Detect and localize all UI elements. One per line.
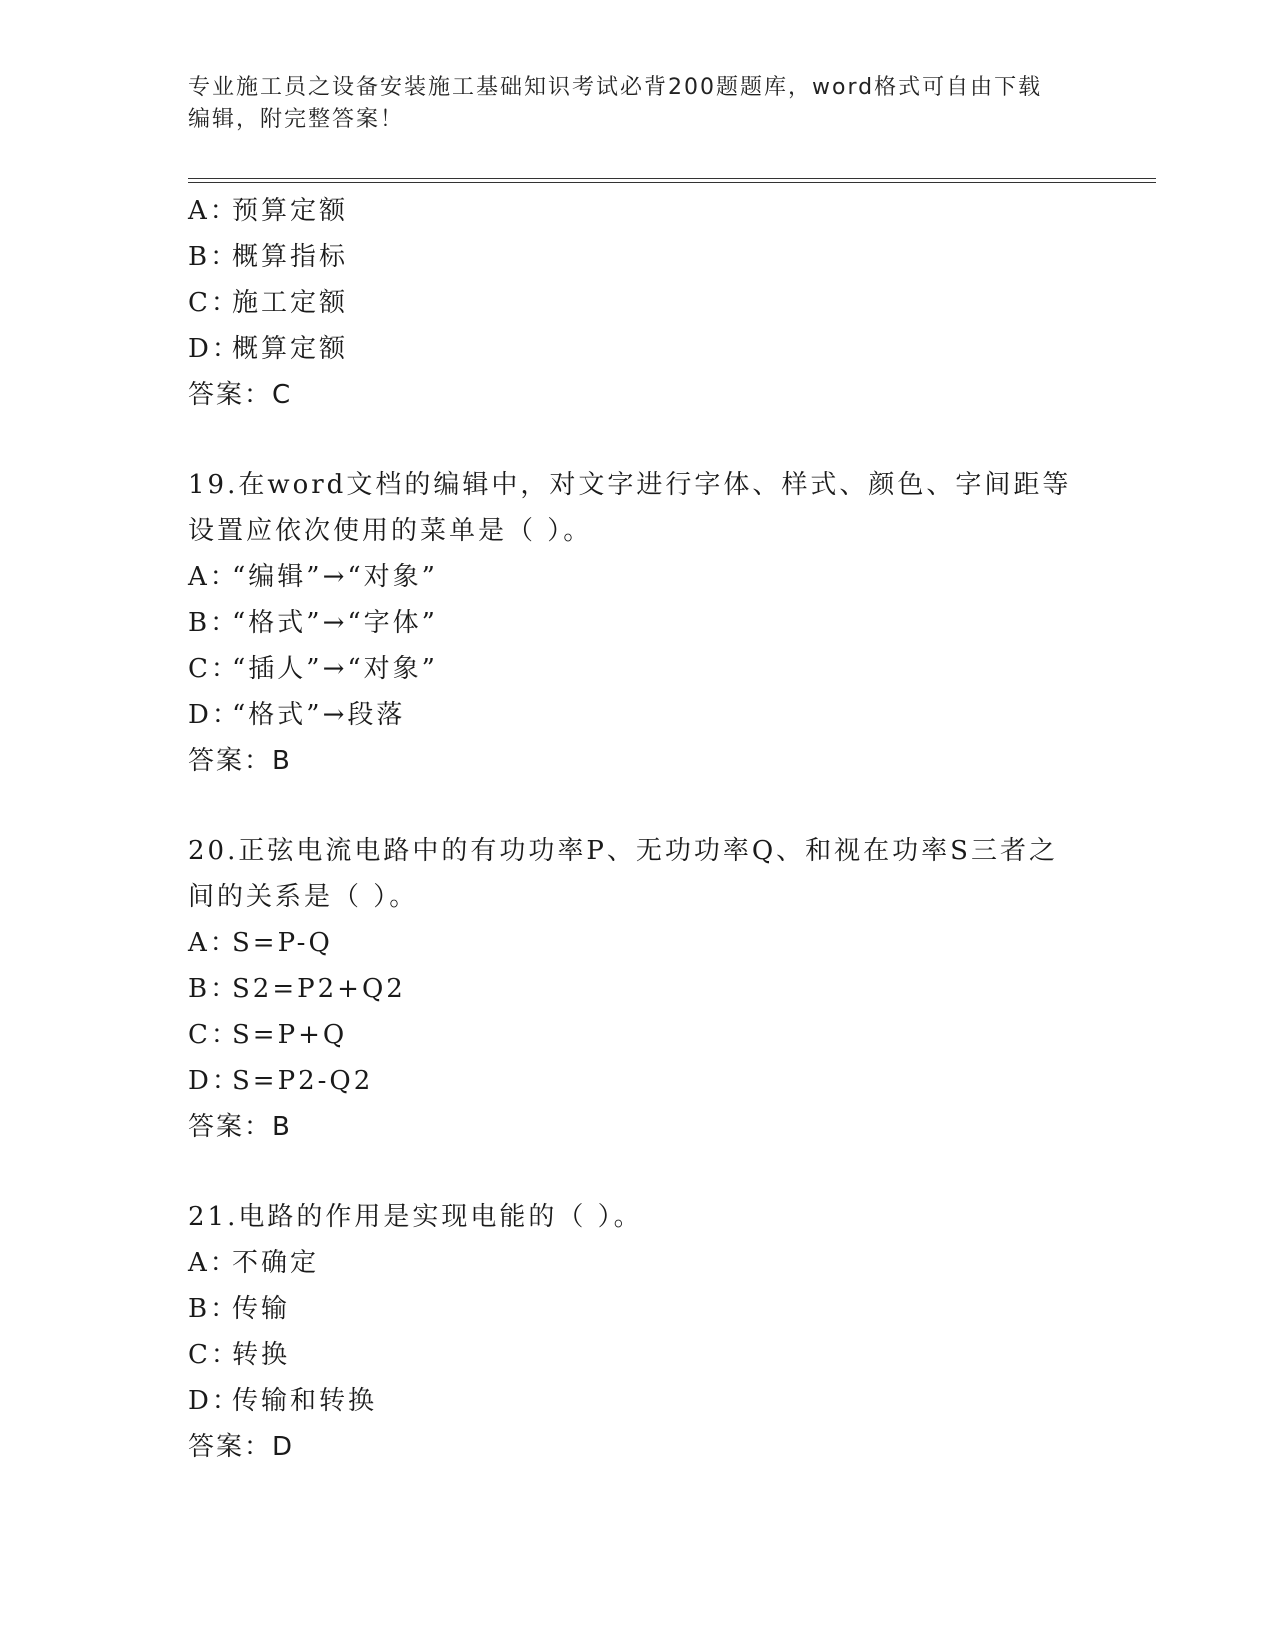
option-text: “编辑”→“对象”	[232, 562, 438, 592]
question-20	[188, 828, 1148, 1150]
option-label: C：	[188, 1340, 240, 1370]
option-a	[188, 554, 1148, 600]
question-text-line-1: 19.在word文档的编辑中，对文字进行字体、样式、颜色、字间距等	[188, 470, 1072, 500]
option-text: “插人”→“对象”	[232, 654, 438, 684]
question-text-line-2: 设置应依次使用的菜单是（ ）。	[188, 516, 593, 546]
option-label: C：	[188, 288, 240, 318]
option-c	[188, 1332, 1148, 1378]
option-d	[188, 1058, 1148, 1104]
answer: 答案：B	[188, 746, 292, 776]
option-b	[188, 966, 1148, 1012]
option-text: S2=P2+Q2	[232, 974, 406, 1004]
option-a	[188, 1240, 1148, 1286]
option-label: A：	[188, 562, 239, 592]
option-d	[188, 326, 1148, 372]
answer: 答案：B	[188, 1112, 292, 1142]
spacer	[188, 1150, 1148, 1194]
option-label: D：	[188, 700, 241, 730]
option-text: 传输和转换	[232, 1386, 378, 1416]
option-text: 传输	[232, 1294, 291, 1324]
option-text: 概算定额	[232, 334, 349, 364]
option-a	[188, 920, 1148, 966]
option-d	[188, 1378, 1148, 1424]
option-a	[188, 188, 1148, 234]
option-label: A：	[188, 1248, 239, 1278]
option-text: 不确定	[232, 1248, 320, 1278]
option-c	[188, 280, 1148, 326]
answer: 答案：C	[188, 380, 293, 410]
option-b	[188, 1286, 1148, 1332]
option-text: S=P+Q	[232, 1020, 348, 1050]
option-label: D：	[188, 334, 241, 364]
header-divider-top	[188, 178, 1156, 179]
question-21	[188, 1194, 1148, 1470]
option-text: 概算指标	[232, 242, 349, 272]
header-divider-bottom	[188, 182, 1156, 183]
spacer	[188, 784, 1148, 828]
option-d	[188, 692, 1148, 738]
option-text: S=P-Q	[232, 928, 333, 958]
option-label: D：	[188, 1066, 241, 1096]
option-text: “格式”→“字体”	[232, 608, 438, 638]
question-text-line-1: 20.正弦电流电路中的有功功率P、无功功率Q、和视在功率S三者之	[188, 836, 1058, 866]
document-header	[188, 72, 1088, 136]
question-text-line-2: 间的关系是（ ）。	[188, 882, 419, 912]
option-label: B：	[188, 974, 240, 1004]
option-text: 施工定额	[232, 288, 349, 318]
option-label: B：	[188, 242, 240, 272]
option-text: 转换	[232, 1340, 291, 1370]
option-label: C：	[188, 1020, 240, 1050]
question-list	[188, 188, 1148, 1470]
option-label: A：	[188, 928, 239, 958]
spacer	[188, 418, 1148, 462]
option-label: B：	[188, 608, 240, 638]
option-text: “格式”→段落	[232, 700, 406, 730]
question-19	[188, 462, 1148, 784]
option-b	[188, 234, 1148, 280]
header-title-line-2: 编辑，附完整答案！	[188, 107, 405, 132]
header-title-line-1: 专业施工员之设备安装施工基础知识考试必背200题题库，word格式可自由下载	[188, 75, 1043, 100]
option-c	[188, 646, 1148, 692]
answer: 答案：D	[188, 1432, 295, 1462]
option-text: S=P2-Q2	[232, 1066, 374, 1096]
option-label: B：	[188, 1294, 240, 1324]
option-c	[188, 1012, 1148, 1058]
option-text: 预算定额	[232, 196, 349, 226]
question-18	[188, 188, 1148, 418]
option-label: D：	[188, 1386, 241, 1416]
question-text-line-1: 21.电路的作用是实现电能的（ ）。	[188, 1202, 643, 1232]
option-b	[188, 600, 1148, 646]
option-label: C：	[188, 654, 240, 684]
option-label: A：	[188, 196, 239, 226]
